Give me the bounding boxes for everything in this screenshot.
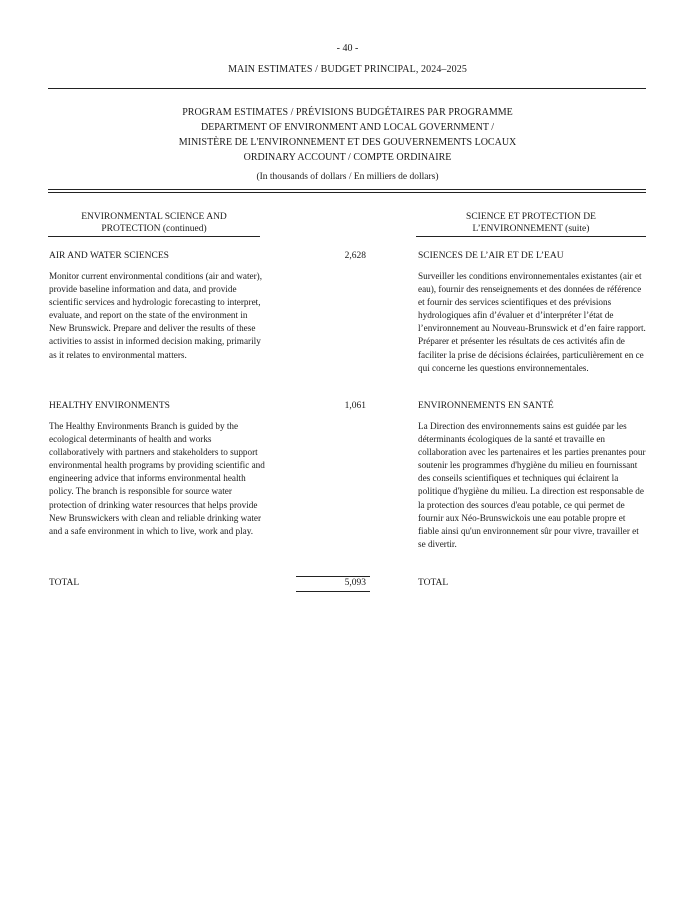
program-description-fr: La Direction des environnements sains est guidée par les déterminants écologiques de la santé et travaille en collaboration avec les partenaires et les parties prenantes pour soutenir les programmes d'hygiène du milieu en fournissant des conseils scientifiques et techniques qui éclairent la politique d'hygiène du milieu. La direction est responsable de la protection des sources d'eau potable, ce qui permet de fournir aux Néo-Brunswickois une eau potable propre et fiable ainsi qu'un environnement sûr pour vivre, travailler et se divertir.	[418, 421, 646, 549]
total-label-fr: TOTAL	[418, 578, 449, 588]
header-line-ministere: MINISTÈRE DE L'ENVIRONNEMENT ET DES GOUVERNEMENTS LOCAUX	[178, 137, 517, 148]
page-number: - 40 -	[336, 43, 359, 54]
program-title-fr: ENVIRONNEMENTS EN SANTÉ	[418, 401, 554, 411]
header-rule-lower	[48, 192, 646, 193]
program-amount: 1,061	[344, 401, 366, 411]
total-label-en: TOTAL	[49, 578, 80, 588]
header-line-department: DEPARTMENT OF ENVIRONMENT AND LOCAL GOVERNMENT /	[200, 122, 495, 133]
program-title-en: HEALTHY ENVIRONMENTS	[49, 401, 170, 411]
total-rule-bottom	[296, 591, 370, 592]
units-note: (In thousands of dollars / En milliers de dollars)	[256, 172, 439, 182]
program-title-en: AIR AND WATER SCIENCES	[49, 251, 169, 261]
section-heading-en-line2: PROTECTION (continued)	[101, 224, 207, 234]
main-title: MAIN ESTIMATES / BUDGET PRINCIPAL, 2024–2025	[228, 64, 467, 75]
header-rule-upper	[48, 189, 646, 190]
program-description-en: The Healthy Environments Branch is guided by the ecological determinants of health and works collaboratively with partners and stakeholders to support environmental health programs by providing scientific and engineering advice that informs environmental health policy. The branch is responsible for source water protection of drinking water resources that helps provide New Brunswickers with clean and reliable drinking water and a safe environment in which to live, work and play.	[49, 421, 265, 536]
program-amount: 2,628	[344, 251, 366, 261]
program-title-fr: SCIENCES DE L’AIR ET DE L’EAU	[418, 251, 564, 261]
section-heading-fr	[416, 211, 646, 237]
total-amount: 5,093	[344, 578, 366, 588]
section-heading-fr-line1: SCIENCE ET PROTECTION DE	[466, 212, 596, 222]
header-line-ordinary-account: ORDINARY ACCOUNT / COMPTE ORDINAIRE	[243, 152, 452, 163]
program-description-fr: Surveiller les conditions environnementales existantes (air et eau), fournir des renseignements et des données de référence et fournir des services scientifiques et des prévisions hydrologiques afin d’évaluer et d’interpréter l’état de l’environnement au Nouveau-Brunswick et d’en faire rapport. Préparer et présenter les résultats de ces activités afin de faciliter la prise de décisions éclairées, particulièrement en ce qui concerne les questions environnementales.	[418, 271, 646, 373]
section-heading-fr-line2: L’ENVIRONNEMENT (suite)	[472, 224, 590, 234]
section-heading-en-line1: ENVIRONMENTAL SCIENCE AND	[81, 212, 227, 222]
total-rule-top	[296, 576, 370, 577]
section-heading-en	[48, 211, 260, 237]
program-description-en: Monitor current environmental conditions (air and water), provide baseline information and data, and provide scientific services and hydrologic forecasting to interpret, evaluate, and report on the state of the environment in New Brunswick. Prepare and deliver the results of these activities to assist in informed decision making, primarily as it relates to environmental matters.	[49, 271, 263, 360]
top-rule	[48, 88, 646, 89]
header-line-program-estimates: PROGRAM ESTIMATES / PRÉVISIONS BUDGÉTAIRES PAR PROGRAMME	[182, 107, 513, 118]
